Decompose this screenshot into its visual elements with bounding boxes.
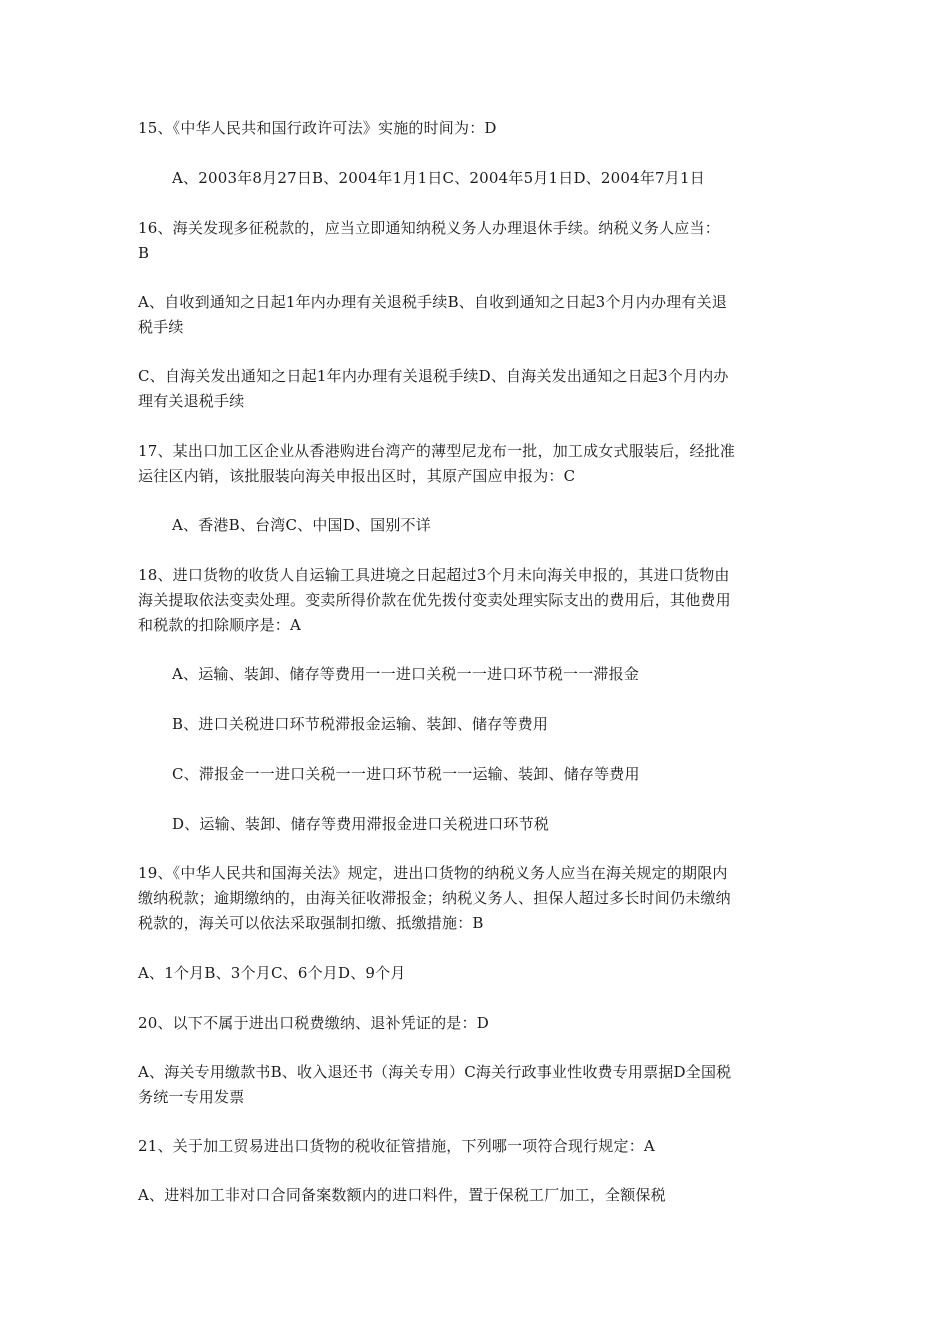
question-18-line-2: 海关提取依法变卖处理。变卖所得价款在优先拨付变卖处理实际支出的费用后，其他费用 — [138, 591, 731, 609]
question-16-options-cd-line-1: C、自海关发出通知之日起1年内办理有关退税手续D、自海关发出通知之日起3个月内办 — [138, 367, 729, 385]
question-17-line-1: 17、某出口加工区企业从香港购进台湾产的薄型尼龙布一批，加工成女式服装后，经批准 — [138, 442, 736, 460]
question-18-line-3: 和税款的扣除顺序是：A — [138, 616, 302, 634]
question-21: 21、关于加工贸易进出口货物的税收征管措施，下列哪一项符合现行规定：A — [138, 1137, 655, 1155]
question-16-options-ab-line-1: A、自收到通知之日起1年内办理有关退税手续B、自收到通知之日起3个月内办理有关退 — [138, 293, 727, 311]
question-19-line-1: 19、《中华人民共和国海关法》规定，进出口货物的纳税义务人应当在海关规定的期限内 — [138, 864, 728, 882]
question-20: 20、以下不属于进出口税费缴纳、退补凭证的是：D — [138, 1014, 489, 1032]
question-16-answer: B — [138, 244, 150, 262]
question-18-option-d: D、运输、装卸、储存等费用滞报金进口关税进口环节税 — [172, 815, 550, 833]
question-19-options: A、1个月B、3个月C、6个月D、9个月 — [138, 964, 406, 982]
question-18-option-c: C、滞报金一一进口关税一一进口环节税一一运输、装卸、储存等费用 — [172, 765, 640, 783]
question-19-line-2: 缴纳税款；逾期缴纳的，由海关征收滞报金；纳税义务人、担保人超过多长时间仍未缴纳 — [138, 889, 731, 907]
question-20-options-line-2: 务统一专用发票 — [138, 1088, 245, 1106]
question-16-options-ab-line-2: 税手续 — [138, 318, 184, 336]
question-18-option-b: B、进口关税进口环节税滞报金运输、装卸、储存等费用 — [172, 715, 549, 733]
question-15-options: A、2003年8月27日B、2004年1月1日C、2004年5月1日D、2004年7月1日 — [172, 169, 705, 187]
question-16-line-1: 16、海关发现多征税款的，应当立即通知纳税义务人办理退休手续。纳税义务人应当： — [138, 219, 720, 237]
question-21-option-a: A、进料加工非对口合同备案数额内的进口料件，置于保税工厂加工，全额保税 — [138, 1186, 666, 1204]
question-18-line-1: 18、进口货物的收货人自运输工具进境之日起超过3个月未向海关申报的，其进口货物由 — [138, 566, 730, 584]
question-19-line-3: 税款的，海关可以依法采取强制扣缴、抵缴措施：B — [138, 914, 484, 932]
question-17-line-2: 运往区内销，该批服装向海关申报出区时，其原产国应申报为：C — [138, 467, 576, 485]
question-15: 15、《中华人民共和国行政许可法》实施的时间为：D — [138, 119, 497, 137]
question-17-options: A、香港B、台湾C、中国D、国别不详 — [172, 516, 431, 534]
question-18-option-a: A、运输、装卸、储存等费用一一进口关税一一进口环节税一一滞报金 — [172, 665, 640, 683]
question-16-options-cd-line-2: 理有关退税手续 — [138, 392, 245, 410]
question-20-options-line-1: A、海关专用缴款书B、收入退还书（海关专用）C海关行政事业性收费专用票据D全国税 — [138, 1063, 732, 1081]
